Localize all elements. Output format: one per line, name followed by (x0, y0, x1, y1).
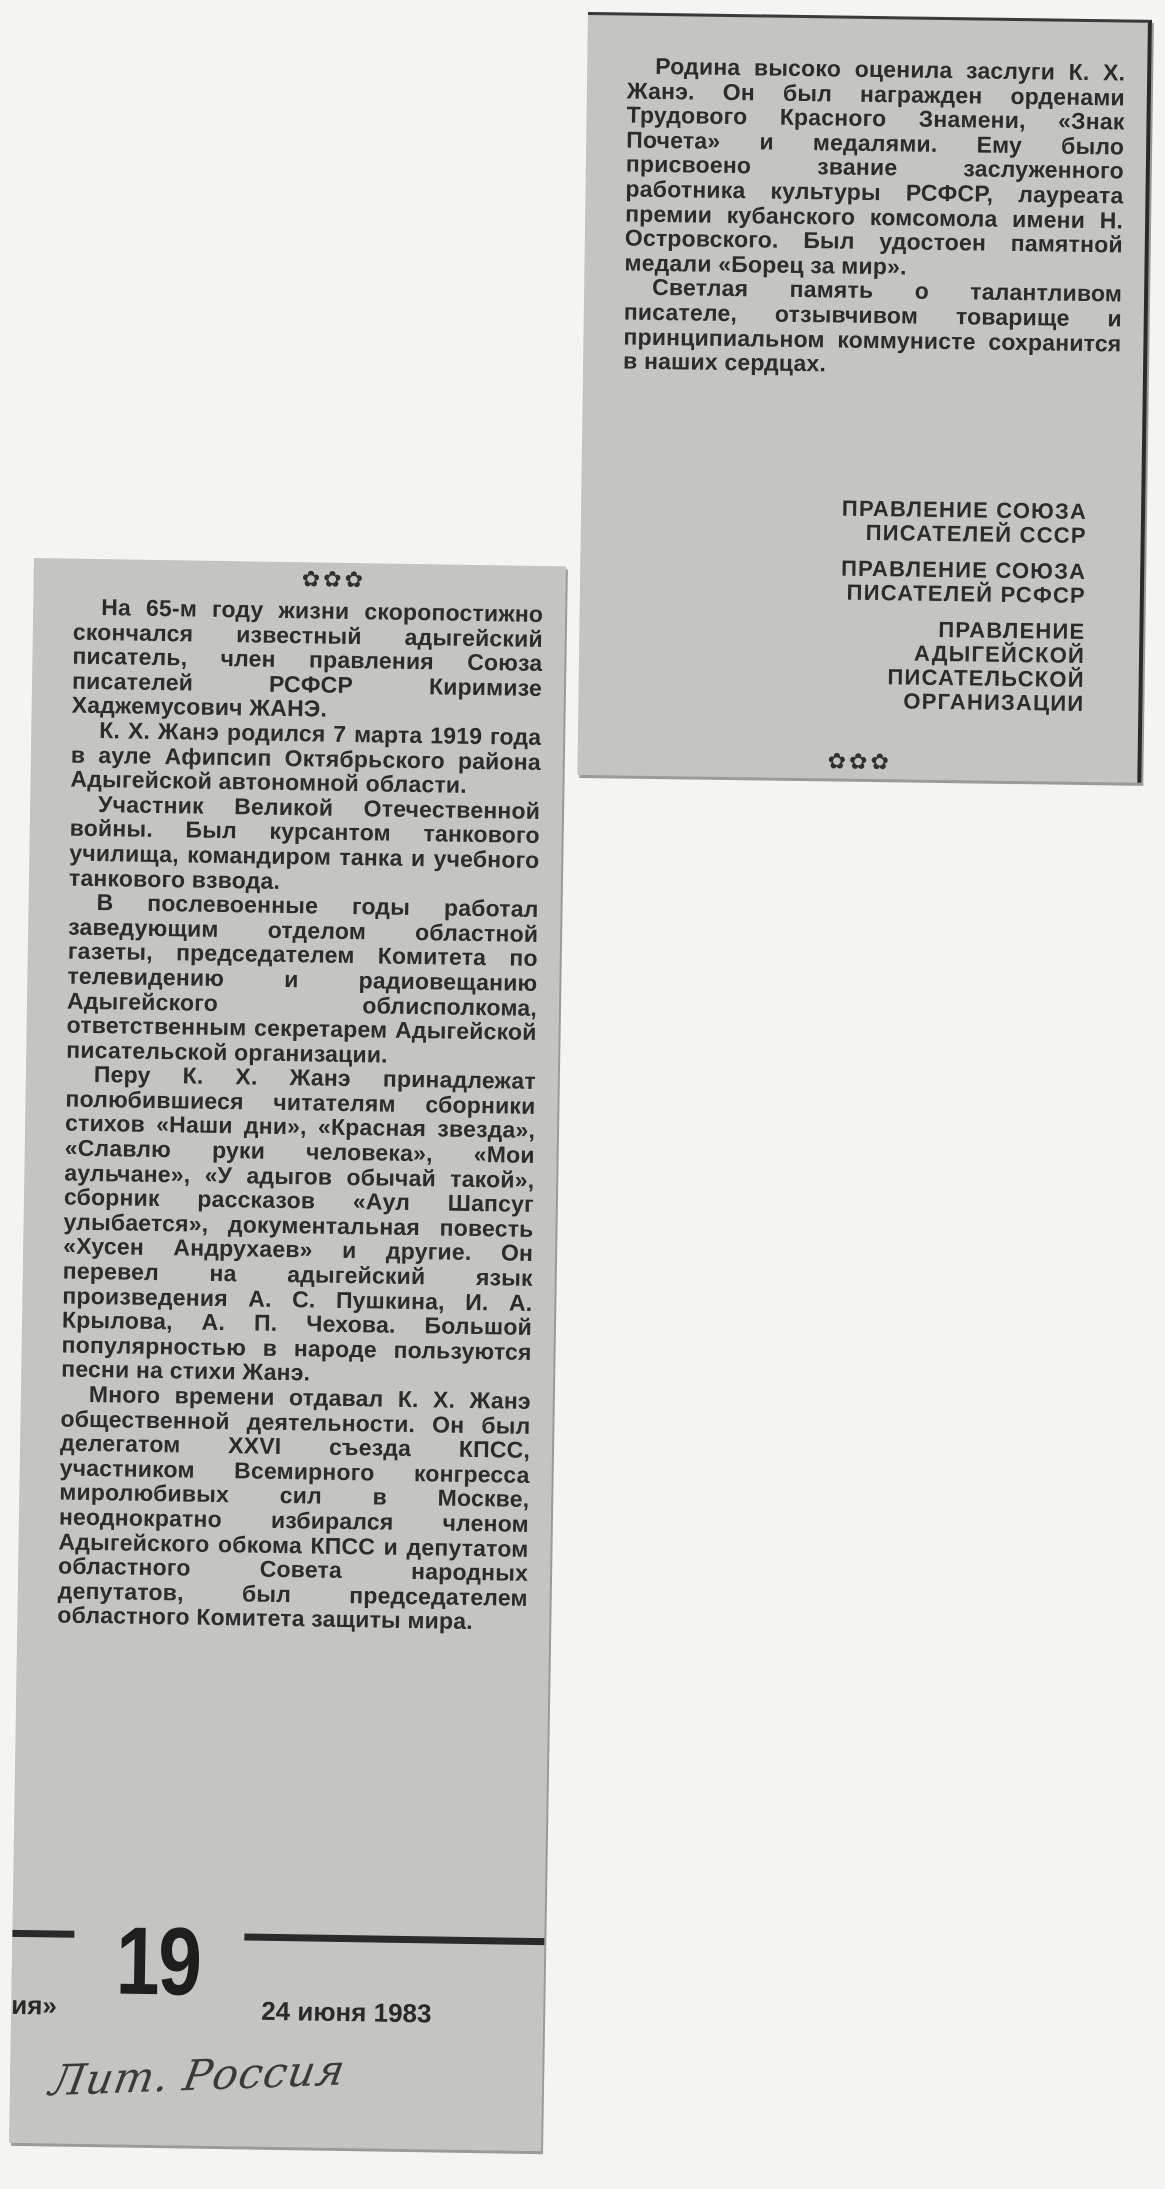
signature-union-ussr: ПРАВЛЕНИЕ СОЮЗА ПИСАТЕЛЕЙ СССР (841, 495, 1088, 549)
signature-adyghe-organization: ПРАВЛЕНИЕ АДЫГЕЙСКОЙ ПИСАТЕЛЬСКОЙ ОРГАНИЗАЦИИ (887, 616, 1086, 716)
signatures (618, 494, 1087, 728)
issue-date: 24 июня 1983 (260, 1995, 432, 2029)
paragraph-memory: Светлая память о талантливом писателе, отзывчивом товарище и принципиальном коммунисте сохранится в наших сердцах. (622, 274, 1123, 377)
footer-rule (12, 1930, 74, 1938)
handwritten-source-note: Лит. Россия (45, 2045, 350, 2106)
ornament-icon: ✿✿✿ (301, 566, 367, 593)
paragraph-announcement: На 65-м году жизни скоропостижно скончался известный адыгейский писатель, член правления Союза писателей РСФСР Киримизе Хаджемусович ЖАНЭ. (71, 594, 544, 722)
footer-rule (244, 1933, 544, 1945)
paragraph-works: Перу К. Х. Жанэ принадлежат полюбившиеся читателям сборники стихов «Наши дни», «Красная звезда», «Славлю руки человека», «Мои аульчане», «У адыгов обычай такой», сборник рассказов «Аул Шапсуг улыбается», документальная повесть «Хусен Андрухаев» и другие. Он перевел на адыгейский язык произведения А. С. Пушкина, И. А. Крылова, А. П. Чехова. Большой популярностью в народе пользуются песни на стихи Жанэ. (61, 1061, 537, 1386)
paragraph-war: Участник Великой Отечественной войны. Был курсантом танкового училища, командиром танка и учебного танкового взвода. (68, 790, 541, 894)
paragraph-birth: К. Х. Жанэ родился 7 марта 1919 года в ауле Афипсип Октябрьского района Адыгейской автономной области. (70, 717, 542, 798)
page-number: 19 (115, 1907, 202, 2016)
paper-title-fragment: ия» (11, 1989, 58, 2021)
ornament-icon: ✿✿✿ (827, 748, 893, 775)
clipping-main (9, 558, 566, 2151)
newspaper-footer (9, 1907, 545, 2151)
paragraph-career: В послевоенные годы работал заведующим отделом областной газеты, председателем Комитета по телевидению и радиовещанию Адыгейского облисполкома, ответственным секретарем Адыгейской писательской организации. (66, 889, 539, 1068)
obituary-text (57, 595, 543, 1635)
paragraph-public-activity: Много времени отдавал К. Х. Жанэ общественной деятельности. Он был делегатом XXVI съезда КПСС, участником Всемирного конгресса миролюбивых сил в Москве, неоднократно избирался членом Адыгейского обкома КПСС и депутатом областного Совета народных депутатов, был председателем областного Комитета защиты мира. (57, 1380, 532, 1635)
paragraph-awards: Родина высоко оценила заслуги К. Х. Жанэ. Он был награжден орденами Трудового Красного Знамени, «Знак Почета» и медалями. Ему было присвоено звание заслуженного работника культуры РСФСР, лауреата премии кубанского комсомола имени Н. Островского. Был удостоен памятной медали «Борец за мир». (624, 52, 1126, 280)
signature-union-rsfsr: ПРАВЛЕНИЕ СОЮЗА ПИСАТЕЛЕЙ РСФСР (840, 555, 1087, 609)
obituary-text-continued (623, 54, 1125, 381)
clipping-top (577, 12, 1152, 783)
